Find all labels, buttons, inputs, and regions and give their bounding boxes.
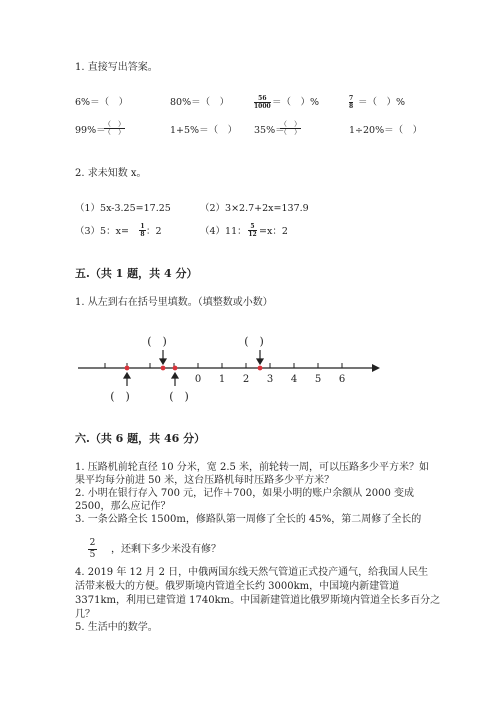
tick-label-0: 0 bbox=[194, 374, 202, 385]
equation-1: （1）5x-3.25=17.25 bbox=[75, 203, 171, 214]
equation-2: （2）3×2.7+2x=137.9 bbox=[200, 203, 309, 214]
fraction-7-8: 7 8 bbox=[349, 95, 354, 110]
problem-3-line-2: ，还剩下多少米没有修？ bbox=[111, 544, 221, 555]
q-1-div-20-percent: 1÷20%＝（ ） bbox=[349, 125, 423, 136]
q-80-percent: 80%＝（ ） bbox=[170, 97, 230, 108]
problem-2-line-2: 2500，那么应记作？ bbox=[75, 501, 171, 512]
answer-fraction-blank: （ ） （ ） bbox=[104, 120, 125, 136]
q-1-plus-5-percent: 1+5%＝（ ） bbox=[170, 125, 238, 136]
fraction-5-12: 5 12 bbox=[248, 223, 257, 238]
down-arrow-icon bbox=[257, 359, 263, 364]
marked-point bbox=[173, 366, 178, 371]
q-56-1000: ＝（ ）% bbox=[272, 97, 320, 108]
marked-point bbox=[258, 366, 263, 371]
q-6-percent: 6%＝（ ） bbox=[75, 97, 129, 108]
part-6-title: 六.（共 6 题，共 46 分） bbox=[75, 432, 206, 445]
answer-blank: ( ) bbox=[244, 335, 264, 348]
part-5-title: 五.（共 1 题，共 4 分） bbox=[75, 267, 198, 280]
part-5-question-1: 1. 从左到右在括号里填数。（填整数或小数） bbox=[75, 297, 273, 308]
number-line-arrowhead bbox=[372, 364, 380, 372]
marked-point bbox=[161, 366, 166, 371]
marked-point bbox=[125, 366, 130, 371]
section-2-heading: 2. 求未知数 x。 bbox=[75, 168, 147, 179]
fraction-2-5: 2 5 bbox=[89, 538, 96, 560]
tick-label-1: 1 bbox=[218, 374, 226, 385]
q-35-percent: 35%＝ bbox=[254, 125, 285, 136]
tick-label-3: 3 bbox=[266, 374, 274, 385]
number-line bbox=[0, 330, 500, 420]
equation-3-right: ：2 bbox=[146, 226, 162, 237]
down-arrow-icon bbox=[160, 359, 166, 364]
problem-1-line-2: 果平均每分前进 50 米，这台压路机每时压路多少平方米？ bbox=[75, 475, 335, 486]
up-arrow-icon bbox=[124, 373, 130, 378]
answer-blank: ( ) bbox=[147, 335, 167, 348]
problem-4-line-4: 几？ bbox=[75, 609, 95, 620]
tick-label-6: 6 bbox=[338, 374, 346, 385]
section-1-heading: 1. 直接写出答案。 bbox=[75, 62, 158, 73]
answer-fraction-blank: （ ） （ ） bbox=[280, 120, 301, 136]
problem-4-line-2: 活带来极大的方便。俄罗斯境内管道全长约 3000km，中国境内新建管道 bbox=[75, 581, 400, 592]
q-7-8: ＝（ ）% bbox=[358, 97, 406, 108]
tick-label-4: 4 bbox=[290, 374, 298, 385]
problem-4-line-1: 4. 2019 年 12 月 2 日，中俄两国东线天然气管道正式投产通气，给我国人民生 bbox=[75, 567, 429, 578]
tick-label-5: 5 bbox=[314, 374, 322, 385]
equation-4-left: （4）11： bbox=[200, 226, 247, 237]
equation-4-right: =x：2 bbox=[259, 226, 288, 237]
tick-label-2: 2 bbox=[242, 374, 250, 385]
problem-3-line-1: 3. 一条公路全长 1500m，修路队第一周修了全长的 45%，第二周修了全长的 bbox=[75, 514, 422, 525]
up-arrow-icon bbox=[172, 373, 178, 378]
problem-4-line-3: 3371km，利用已建管道 1740km。中国新建管道比俄罗斯境内管道全长多百分之 bbox=[75, 595, 441, 606]
q-99-percent: 99%＝ bbox=[75, 125, 106, 136]
answer-blank: ( ) bbox=[110, 390, 130, 403]
fraction-56-1000: 56 1000 bbox=[254, 95, 271, 110]
problem-2-line-1: 2. 小明在银行存入 700 元，记作＋700，如果小明的账户余额从 2000 变成 bbox=[75, 488, 415, 499]
answer-blank: ( ) bbox=[169, 390, 189, 403]
fraction-1-8: 1 8 bbox=[140, 223, 145, 238]
problem-5: 5. 生活中的数学。 bbox=[75, 622, 158, 633]
problem-1-line-1: 1. 压路机前轮直径 10 分米，宽 2.5 米，前轮转一周，可以压路多少平方米？如 bbox=[75, 462, 430, 473]
equation-3-left: （3）5：x= bbox=[75, 226, 129, 237]
